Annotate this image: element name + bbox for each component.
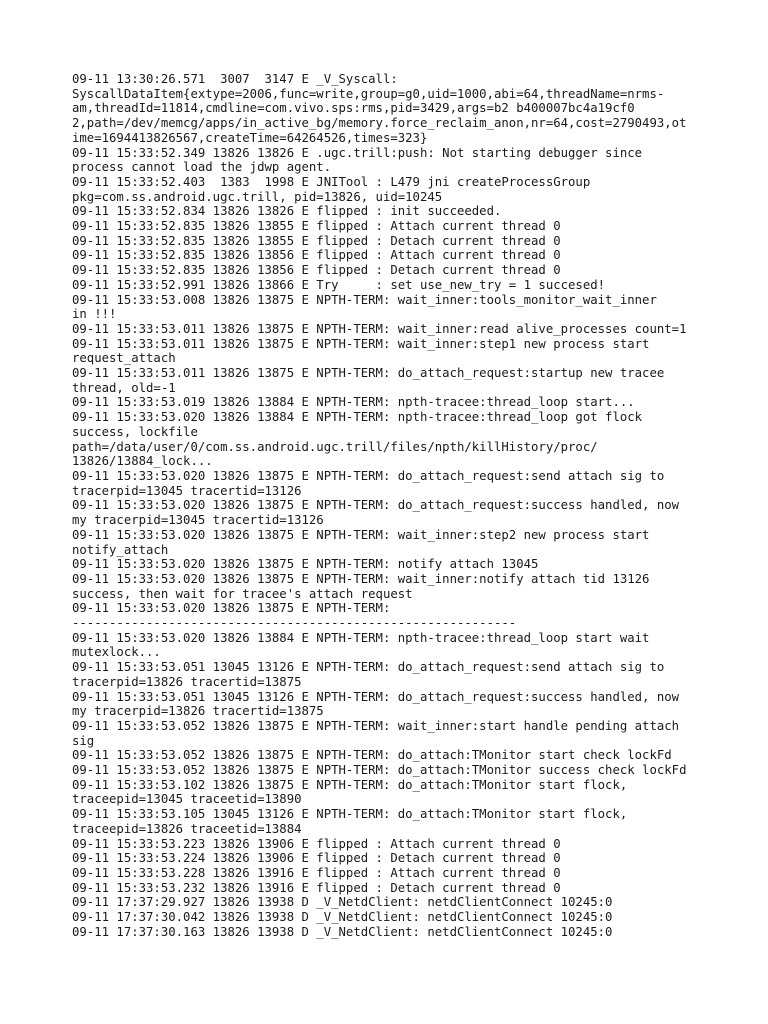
log-line: my tracerpid=13826 tracertid=13875 [72,704,324,719]
log-line: 09-11 15:33:53.008 13826 13875 E NPTH-TERM: wait_inner:tools_monitor_wait_inner [72,292,657,307]
log-line: 09-11 15:33:52.349 13826 13826 E .ugc.trill:push: Not starting debugger since [72,145,643,160]
log-line: SyscallDataItem{extype=2006,func=write,group=g0,uid=1000,abi=64,threadName=nrms- [72,86,665,101]
log-line: 09-11 15:33:53.020 13826 13875 E NPTH-TERM: do_attach_request:success handled, now [72,498,680,513]
log-line: success, lockfile [72,424,198,439]
log-line: 09-11 15:33:53.224 13826 13906 E flipped : Detach current thread 0 [72,851,561,866]
log-line: 09-11 15:33:53.020 13826 13884 E NPTH-TERM: npth-tracee:thread_loop got flock [72,410,643,425]
log-line: 09-11 17:37:30.163 13826 13938 D _V_NetdClient: netdClientConnect 10245:0 [72,924,613,939]
log-line: 2,path=/dev/memcg/apps/in_active_bg/memory.force_reclaim_anon,nr=64,cost=2790493,ot [72,116,687,131]
log-line: thread, old=-1 [72,380,176,395]
log-line: 09-11 15:33:53.020 13826 13875 E NPTH-TERM: notify attach 13045 [72,557,539,572]
log-line: 09-11 15:33:52.991 13826 13866 E Try : set use_new_try = 1 succesed! [72,277,606,292]
log-line: 09-11 15:33:53.020 13826 13875 E NPTH-TERM: do_attach_request:send attach sig to [72,468,665,483]
log-line: mutexlock... [72,645,161,660]
log-line: 09-11 15:33:52.835 13826 13855 E flipped : Attach current thread 0 [72,219,561,234]
log-line: 09-11 15:33:53.011 13826 13875 E NPTH-TERM: do_attach_request:startup new tracee [72,366,665,381]
log-line: 09-11 15:33:52.835 13826 13856 E flipped : Detach current thread 0 [72,263,561,278]
log-line: path=/data/user/0/com.ss.android.ugc.trill/files/npth/killHistory/proc/ [72,439,598,454]
log-line: 09-11 15:33:53.052 13826 13875 E NPTH-TERM: wait_inner:start handle pending attach [72,718,680,733]
log-line: 09-11 15:33:52.834 13826 13826 E flipped : init succeeded. [72,204,502,219]
log-line: ime=1694413826567,createTime=64264526,times=323} [72,130,428,145]
log-line: sig [72,733,95,748]
log-line: success, then wait for tracee's attach request [72,586,413,601]
log-line: traceepid=13045 traceetid=13890 [72,792,302,807]
log-line: pkg=com.ss.android.ugc.trill, pid=13826, uid=10245 [72,189,443,204]
log-line: 09-11 15:33:52.835 13826 13856 E flipped : Attach current thread 0 [72,248,561,263]
log-line: am,threadId=11814,cmdline=com.vivo.sps:rms,pid=3429,args=b2 b400007bc4a19cf0 [72,101,635,116]
log-line: in !!! [72,307,117,322]
log-line: 09-11 15:33:53.051 13045 13126 E NPTH-TERM: do_attach_request:success handled, now [72,689,680,704]
log-line: 09-11 15:33:52.835 13826 13855 E flipped : Detach current thread 0 [72,233,561,248]
log-line: 09-11 15:33:53.052 13826 13875 E NPTH-TERM: do_attach:TMonitor start check lockFd [72,748,672,763]
log-line: tracerpid=13045 tracertid=13126 [72,483,302,498]
log-line: 09-11 17:37:30.042 13826 13938 D _V_NetdClient: netdClientConnect 10245:0 [72,910,613,925]
log-line: 09-11 15:33:53.020 13826 13884 E NPTH-TERM: npth-tracee:thread_loop start wait [72,630,650,645]
log-line: 09-11 15:33:53.011 13826 13875 E NPTH-TERM: wait_inner:read alive_processes count=1 [72,321,687,336]
log-line: process cannot load the jdwp agent. [72,160,332,175]
log-line: 09-11 15:33:53.105 13045 13126 E NPTH-TERM: do_attach:TMonitor start flock, [72,807,628,822]
log-line: 13826/13884_lock... [72,454,213,469]
log-line: 09-11 13:30:26.571 3007 3147 E _V_Syscall: [72,72,398,86]
log-line: 09-11 15:33:53.020 13826 13875 E NPTH-TERM: wait_inner:step2 new process start [72,527,650,542]
log-line: 09-11 15:33:53.019 13826 13884 E NPTH-TERM: npth-tracee:thread_loop start... [72,395,635,410]
log-line: 09-11 15:33:53.020 13826 13875 E NPTH-TERM: [72,601,391,616]
log-line: 09-11 15:33:53.228 13826 13916 E flipped : Attach current thread 0 [72,865,561,880]
log-line: 09-11 15:33:53.051 13045 13126 E NPTH-TERM: do_attach_request:send attach sig to [72,660,665,675]
log-line: tracerpid=13826 tracertid=13875 [72,674,302,689]
log-line: traceepid=13826 traceetid=13884 [72,821,302,836]
log-line: my tracerpid=13045 tracertid=13126 [72,513,324,528]
log-line: 09-11 15:33:53.223 13826 13906 E flipped : Attach current thread 0 [72,836,561,851]
log-line: 09-11 15:33:52.403 1383 1998 E JNITool : L479 jni createProcessGroup [72,174,591,189]
log-line: 09-11 15:33:53.052 13826 13875 E NPTH-TERM: do_attach:TMonitor success check lockFd [72,763,687,778]
log-line: 09-11 17:37:29.927 13826 13938 D _V_NetdClient: netdClientConnect 10245:0 [72,895,613,910]
log-line: notify_attach [72,542,169,557]
log-line: 09-11 15:33:53.102 13826 13875 E NPTH-TERM: do_attach:TMonitor start flock, [72,777,628,792]
log-line: 09-11 15:33:53.011 13826 13875 E NPTH-TERM: wait_inner:step1 new process start [72,336,650,351]
log-document [72,72,712,939]
log-line: 09-11 15:33:53.020 13826 13875 E NPTH-TERM: wait_inner:notify attach tid 13126 [72,571,650,586]
log-line: 09-11 15:33:53.232 13826 13916 E flipped : Detach current thread 0 [72,880,561,895]
log-line: ------------------------------------------------------------ [72,616,517,631]
log-line: request_attach [72,351,176,366]
